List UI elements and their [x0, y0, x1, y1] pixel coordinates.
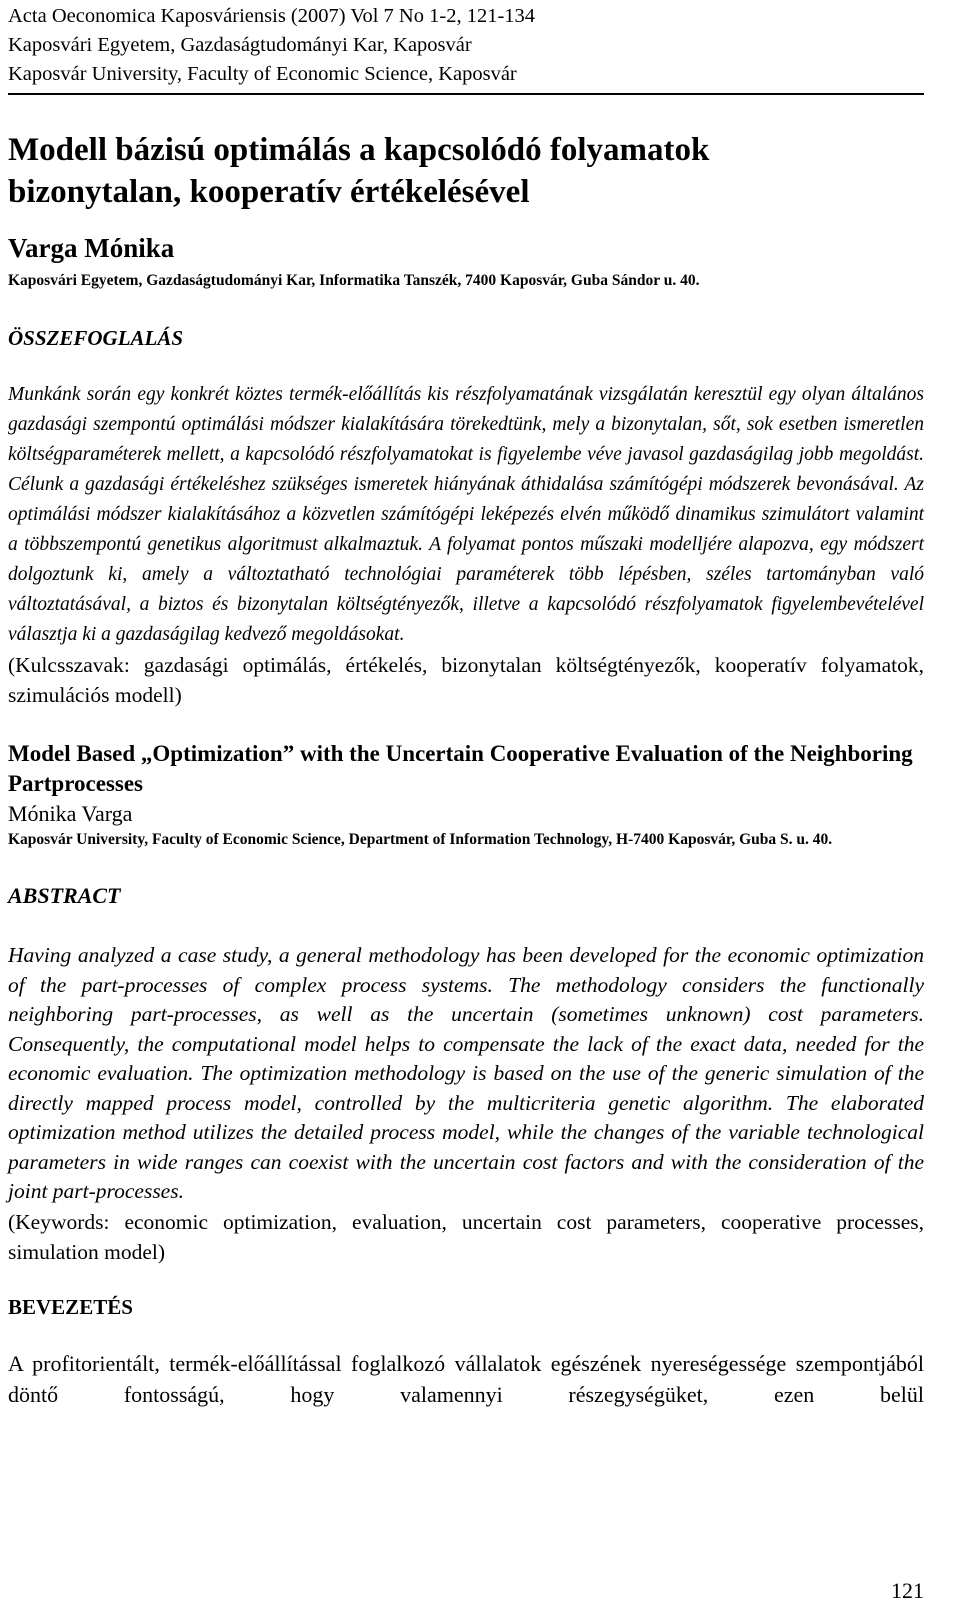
institution-hu: Kaposvári Egyetem, Gazdaságtudományi Kar, Kaposvár	[8, 34, 472, 56]
author-affiliation: Kaposvári Egyetem, Gazdaságtudományi Kar, Informatika Tanszék, 7400 Kaposvár, Guba Sándor u. 40.	[8, 272, 700, 289]
journal-header	[8, 0, 924, 89]
keywords-en: (Keywords: economic optimization, evaluation, uncertain cost parameters, cooperative processes, simulation model)	[8, 1209, 924, 1264]
journal-citation: Acta Oeconomica Kaposváriensis (2007) Vol 7 No 1-2, 121-134	[8, 5, 536, 27]
english-title: Model Based „Optimization” with the Uncertain Cooperative Evaluation of the Neighboring Partprocesses	[8, 741, 913, 796]
english-affiliation: Kaposvár University, Faculty of Economic Science, Department of Information Technology, H-7400 Kaposvár, Guba S. u. 40.	[8, 831, 833, 848]
intro-heading: BEVEZETÉS	[8, 1294, 133, 1319]
english-author-name: Mónika Varga	[8, 801, 133, 826]
author-name: Varga Mónika	[8, 233, 175, 263]
paper-title-line-2: bizonytalan, kooperatív értékelésével	[8, 174, 530, 210]
intro-text: A profitorientált, termék-előállítással foglalkozó vállalatok egészének nyereségessége szempontjából döntő fontosságú, hogy valamennyi részegységüket, ezen belül	[8, 1350, 924, 1407]
paper-title-line-1: Modell bázisú optimálás a kapcsolódó folyamatok	[8, 132, 710, 168]
abstract-text: Having analyzed a case study, a general methodology has been developed for the economic optimization of the part-processes of complex process systems. The methodology considers the functionally neighboring part-processes, as well as the uncertain (sometimes unknown) cost parameters. Consequently, the computational model helps to compensate the lack of the exact data, needed for the economic evaluation. The optimization methodology is based on the use of the generic simulation of the directly mapped process model, controlled by the multicriteria genetic algorithm. The elaborated optimization method utilizes the detailed process model, while the changes of the variable technological parameters in wide ranges can coexist with the uncertain cost factors and with the consideration of the joint part-processes.	[8, 943, 924, 1203]
abstract-heading: ABSTRACT	[8, 883, 121, 908]
paper-title	[8, 129, 924, 213]
summary-heading: ÖSSZEFOGLALÁS	[8, 326, 184, 350]
paper-page	[8, 0, 924, 1410]
keywords-hu: (Kulcsszavak: gazdasági optimálás, értékelés, bizonytalan költségtényezők, kooperatív folyamatok, szimulációs modell)	[8, 653, 924, 707]
page-number: 121	[891, 1578, 924, 1603]
header-divider	[8, 93, 924, 95]
institution-en: Kaposvár University, Faculty of Economic Science, Kaposvár	[8, 63, 517, 85]
summary-text: Munkánk során egy konkrét köztes termék-előállítás kis részfolyamatának vizsgálatán keresztül egy olyan általános gazdasági szempontú optimálási módszer kialakítására törekedtünk, mely a bizonytalan, sőt, sok esetben ismeretlen költségparaméterek mellett, a kapcsolódó részfolyamatokat is figyelembe véve javasol gazdaságilag jobb megoldást. Célunk a gazdasági értékeléshez szükséges ismeretek hiányának áthidalása számítógépi módszerek bevonásával. Az optimálási módszer kialakításához a közvetlen számítógépi leképezés elvén működő dinamikus szimulátort valamint a többszempontú genetikus algoritmust alkalmaztuk. A folyamat pontos műszaki modelljére alapozva, egy módszert dolgoztunk ki, amely a változtatható technológiai paraméterek több lépésben, széles tartományban való változtatásával, a biztos és bizonytalan költségtényezők, illetve a kapcsolódó részfolyamatok figyelembevételével választja ki a gazdaságilag kedvező megoldásokat.	[8, 384, 924, 645]
